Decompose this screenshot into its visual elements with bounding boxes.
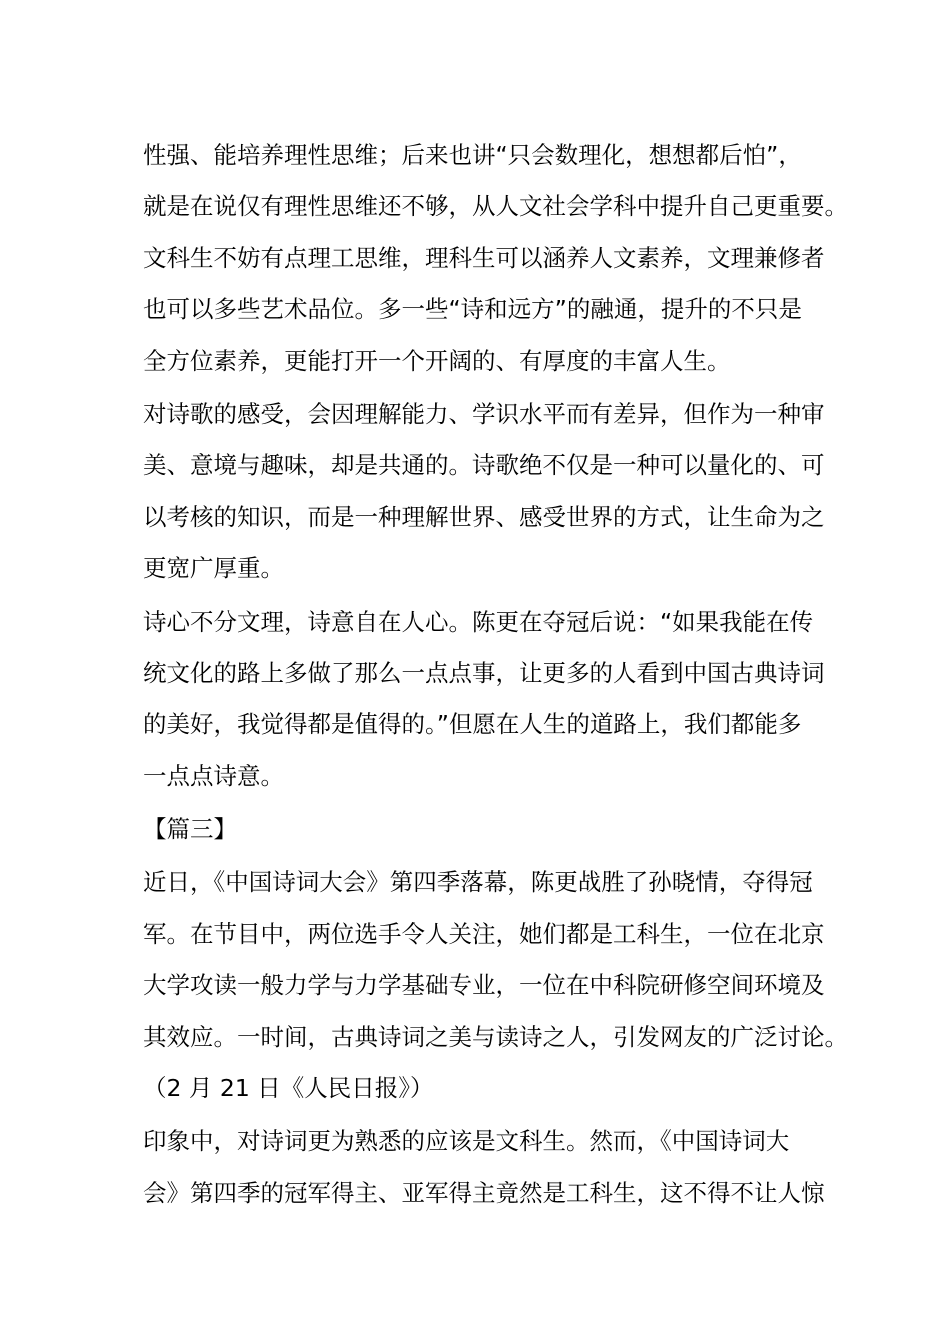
text-line: 会》第四季的冠军得主、亚军得主竟然是工科生，这不得不让人惊 bbox=[143, 1178, 825, 1207]
section-heading: 【篇三】 bbox=[143, 815, 237, 844]
paragraph-impression bbox=[143, 1116, 825, 1219]
text-line: 诗心不分文理，诗意自在人心。陈更在夺冠后说：“如果我能在传 bbox=[143, 607, 814, 636]
text-line: 印象中，对诗词更为熟悉的应该是文科生。然而，《中国诗词大 bbox=[143, 1127, 790, 1156]
text-line: 美、意境与趣味，却是共通的。诗歌绝不仅是一种可以量化的、可 bbox=[143, 451, 825, 480]
paragraph-competition-news bbox=[143, 857, 848, 1114]
paragraph-poetry-feeling bbox=[143, 389, 825, 595]
document-body bbox=[143, 130, 848, 1221]
text-line: 一点点诗意。 bbox=[143, 761, 284, 790]
paragraph-poetic-heart bbox=[143, 597, 825, 803]
text-line: 大学攻读一般力学与力学基础专业，一位在中科院研修空间环境及 bbox=[143, 971, 825, 1000]
text-line: 就是在说仅有理性思维还不够，从人文社会学科中提升自己更重要。 bbox=[143, 192, 848, 221]
text-line: 近日，《中国诗词大会》第四季落幕，陈更战胜了孙晓情，夺得冠 bbox=[143, 868, 813, 897]
text-line: 性强、能培养理性思维；后来也讲“只会数理化，想想都后怕”， bbox=[143, 141, 802, 169]
text-line: 文科生不妨有点理工思维，理科生可以涵养人文素养，文理兼修者 bbox=[143, 243, 825, 272]
text-line: 其效应。一时间，古典诗词之美与读诗之人，引发网友的广泛讨论。 bbox=[143, 1022, 848, 1051]
text-line: 也可以多些艺术品位。多一些“诗和远方”的融通，提升的不只是 bbox=[143, 295, 802, 324]
text-line: 的美好，我觉得都是值得的。”但愿在人生的道路上，我们都能多 bbox=[143, 710, 802, 739]
text-line: 统文化的路上多做了那么一点点事，让更多的人看到中国古典诗词 bbox=[143, 658, 825, 687]
text-line: 全方位素养，更能打开一个开阔的、有厚度的丰富人生。 bbox=[143, 346, 731, 375]
text-line: 对诗歌的感受，会因理解能力、学识水平而有差异，但作为一种审 bbox=[143, 399, 825, 428]
paragraph-arts-science-balance bbox=[143, 130, 848, 387]
text-line: 以考核的知识，而是一种理解世界、感受世界的方式，让生命为之 bbox=[143, 502, 825, 531]
text-line: 更宽广厚重。 bbox=[143, 554, 284, 583]
text-line: 军。在节目中，两位选手令人关注，她们都是工科生，一位在北京 bbox=[143, 919, 825, 948]
section-heading-part-three bbox=[143, 804, 815, 855]
text-line: （2 月 21 日《人民日报》） bbox=[143, 1074, 434, 1103]
